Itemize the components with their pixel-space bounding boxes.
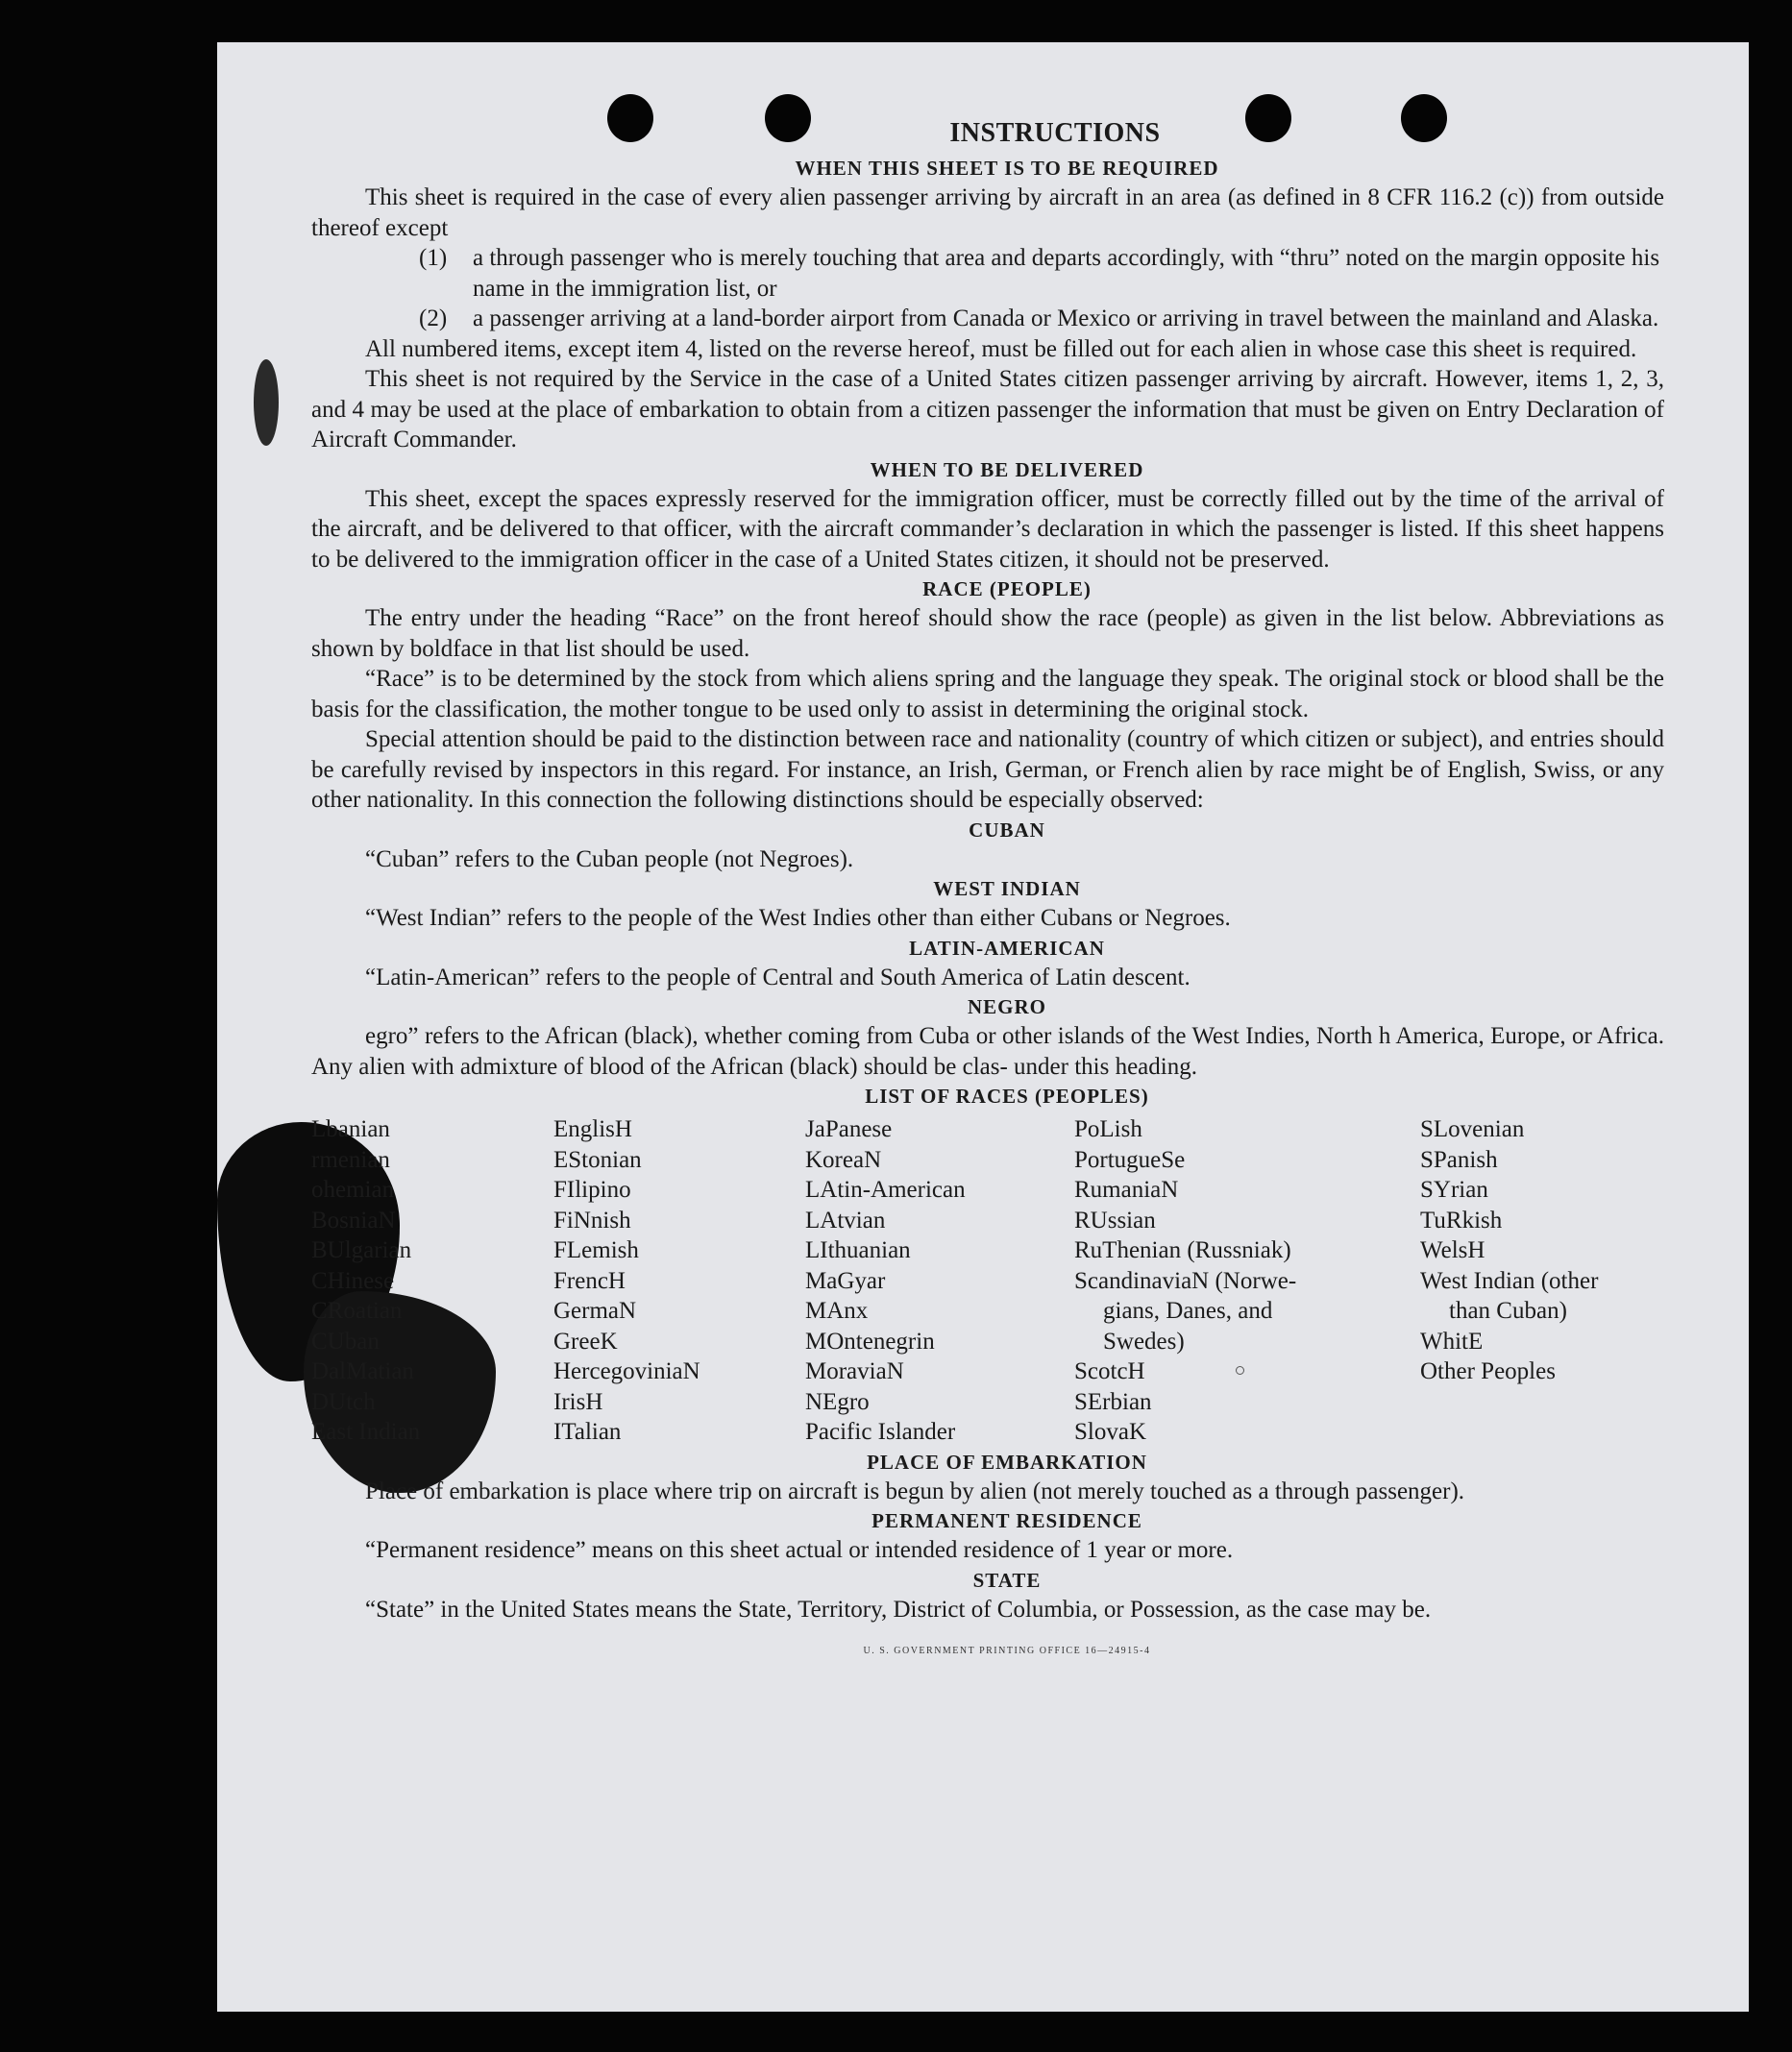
race-entry: BosniaN — [311, 1207, 396, 1234]
race-entry: NEgro — [805, 1388, 870, 1415]
instructions-content — [311, 113, 1664, 1667]
race-entry: FIlipino — [553, 1177, 631, 1203]
race-entry: RUssian — [1074, 1207, 1156, 1234]
race-entry: gians, Danes, and — [1103, 1298, 1273, 1324]
race-entry: RumaniaN — [1074, 1177, 1179, 1203]
race-entry: HercegoviniaN — [553, 1358, 700, 1384]
item-text: a passenger arriving at a land-border airport from Canada or Mexico or arriving in travel between the mainland and Alaska. — [473, 305, 1659, 331]
section-heading-cuban: CUBAN — [969, 818, 1045, 842]
race-entry: SYrian — [1420, 1177, 1488, 1203]
race-entry: RuThenian (Russniak) — [1074, 1237, 1291, 1263]
section-heading-race: RACE (PEOPLE) — [922, 577, 1092, 600]
paragraph: egro” refers to the African (black), whether coming from Cuba or other islands of the West Indies, North h America, Europe, or Africa. Any alien with admixture of blood of the African (black) should be clas- under this heading. — [311, 1023, 1664, 1080]
race-entry: EStonian — [553, 1146, 642, 1173]
paragraph: “Latin-American” refers to the people of Central and South America of Latin descent. — [365, 964, 1191, 990]
race-entry: EnglisH — [553, 1116, 632, 1142]
paragraph: “State” in the United States means the State, Territory, District of Columbia, or Possession, as the case may be. — [365, 1596, 1432, 1623]
race-entry: Lbanian — [311, 1116, 390, 1142]
list-item — [311, 243, 1664, 304]
paragraph: “West Indian” refers to the people of the West Indies other than either Cubans or Negroes. — [365, 905, 1231, 931]
race-entry: WelsH — [1420, 1237, 1485, 1263]
race-list — [311, 1114, 1664, 1448]
section-heading-embarkation: PLACE OF EMBARKATION — [867, 1450, 1147, 1474]
race-entry: MaGyar — [805, 1267, 886, 1294]
race-entry: CHinese — [311, 1267, 395, 1294]
list-heading: LIST OF RACES (PEOPLES) — [865, 1085, 1149, 1108]
document-sheet — [217, 42, 1749, 2012]
race-entry: FiNnish — [553, 1207, 631, 1234]
race-entry: ITalian — [553, 1419, 622, 1445]
section-heading-residence: PERMANENT RESIDENCE — [871, 1509, 1142, 1532]
race-entry: SErbian — [1074, 1388, 1152, 1415]
race-entry: SPanish — [1420, 1146, 1498, 1173]
race-entry: BUlgarian — [311, 1237, 412, 1263]
section-heading-west-indian: WEST INDIAN — [933, 877, 1081, 900]
item-number: (1) — [419, 245, 448, 271]
race-entry: ScandinaviaN (Norwe- — [1074, 1267, 1297, 1294]
paragraph: “Permanent residence” means on this sheet actual or intended residence of 1 year or more. — [365, 1537, 1234, 1563]
race-entry: LAtvian — [805, 1207, 886, 1234]
race-entry: DalMatian — [311, 1358, 414, 1384]
race-entry: Other Peoples — [1420, 1358, 1556, 1384]
ink-smudge — [254, 359, 279, 446]
race-column — [311, 1114, 553, 1448]
race-entry: LIthuanian — [805, 1237, 911, 1263]
race-entry: ScotcH — [1074, 1358, 1145, 1384]
race-entry: PortugueSe — [1074, 1146, 1186, 1173]
paragraph: “Cuban” refers to the Cuban people (not Negroes). — [365, 845, 854, 872]
printer-imprint: U. S. GOVERNMENT PRINTING OFFICE 16—24915-4 — [863, 1646, 1151, 1656]
race-entry: East Indian — [311, 1419, 421, 1445]
race-entry: KoreaN — [805, 1146, 882, 1173]
race-entry: ohemian — [311, 1177, 395, 1203]
section-heading-required: WHEN THIS SHEET IS TO BE REQUIRED — [795, 157, 1219, 180]
race-entry: TuRkish — [1420, 1207, 1503, 1234]
section-heading-latin-american: LATIN-AMERICAN — [909, 936, 1105, 960]
list-item — [311, 304, 1664, 334]
race-entry: DUtch — [311, 1388, 376, 1415]
race-entry: SLovenian — [1420, 1116, 1525, 1142]
race-entry: MAnx — [805, 1298, 869, 1324]
race-entry: than Cuban) — [1449, 1298, 1567, 1324]
race-entry: MOntenegrin — [805, 1328, 935, 1355]
race-entry: IrisH — [553, 1388, 603, 1415]
race-entry: MoraviaN — [805, 1358, 904, 1384]
race-entry: WhitE — [1420, 1328, 1484, 1355]
paragraph: The entry under the heading “Race” on the front hereof should show the race (people) as given in the list below. Abbreviations as shown by boldface in that list should be used. — [311, 605, 1664, 662]
race-column — [1074, 1114, 1420, 1448]
race-entry: CRoatian — [311, 1298, 403, 1324]
paragraph: This sheet is not required by the Service in the case of a United States citizen passenger arriving by aircraft. However, items 1, 2, 3, and 4 may be used at the place of embarkation to obtain from a citizen passenger the information that must be given on Entry Declaration of Aircraft Commander. — [311, 366, 1664, 452]
race-entry: FrencH — [553, 1267, 626, 1294]
race-entry: LAtin-American — [805, 1177, 966, 1203]
race-entry: FLemish — [553, 1237, 639, 1263]
race-entry: West Indian (other — [1420, 1267, 1599, 1294]
race-entry: PoLish — [1074, 1116, 1142, 1142]
section-heading-state: STATE — [972, 1568, 1042, 1592]
item-text: a through passenger who is merely touching that area and departs accordingly, with “thru” noted on the margin opposite his name in the immigration list, or — [473, 245, 1660, 302]
paragraph: Place of embarkation is place where trip on aircraft is begun by alien (not merely touched as a through passenger). — [365, 1478, 1465, 1504]
race-entry: GermaN — [553, 1298, 637, 1324]
paragraph: This sheet is required in the case of every alien passenger arriving by aircraft in an area (as defined in 8 CFR 116.2 (c)) from outside thereof except — [311, 184, 1664, 241]
page-title: INSTRUCTIONS — [949, 118, 1161, 148]
paragraph: Special attention should be paid to the distinction between race and nationality (country of which citizen or subject), and entries should be carefully revised by inspectors in this regard. For instance, an Irish, German, or French alien by race might be of English, Swiss, or any other nationality. In this connection the following distinctions should be especially observed: — [311, 726, 1664, 813]
item-number: (2) — [419, 305, 448, 331]
race-entry: JaPanese — [805, 1116, 893, 1142]
section-heading-negro: NEGRO — [967, 995, 1046, 1018]
paragraph: This sheet, except the spaces expressly reserved for the immigration officer, must be correctly filled out by the time of the arrival of the aircraft, and be delivered to that officer, with the aircraft commander’s declaration in which the passenger is listed. If this sheet happens to be delivered to the immigration officer in the case of a United States citizen, it should not be preserved. — [311, 485, 1664, 573]
race-column — [1420, 1114, 1664, 1448]
race-entry: SlovaK — [1074, 1419, 1146, 1445]
section-heading-delivered: WHEN TO BE DELIVERED — [870, 457, 1144, 481]
race-entry: GreeK — [553, 1328, 618, 1355]
race-column — [553, 1114, 805, 1448]
paragraph: All numbered items, except item 4, listed on the reverse hereof, must be filled out for each alien in whose case this sheet is required. — [365, 335, 1637, 362]
race-entry: CUban — [311, 1328, 380, 1355]
race-entry: Swedes) — [1103, 1328, 1185, 1355]
race-column — [805, 1114, 1074, 1448]
race-entry: rmenian — [311, 1146, 390, 1173]
race-entry: Pacific Islander — [805, 1419, 956, 1445]
paragraph: “Race” is to be determined by the stock from which aliens spring and the language they speak. The original stock or blood shall be the basis for the classification, the mother tongue to be used only to assist in determining the original stock. — [311, 666, 1664, 722]
